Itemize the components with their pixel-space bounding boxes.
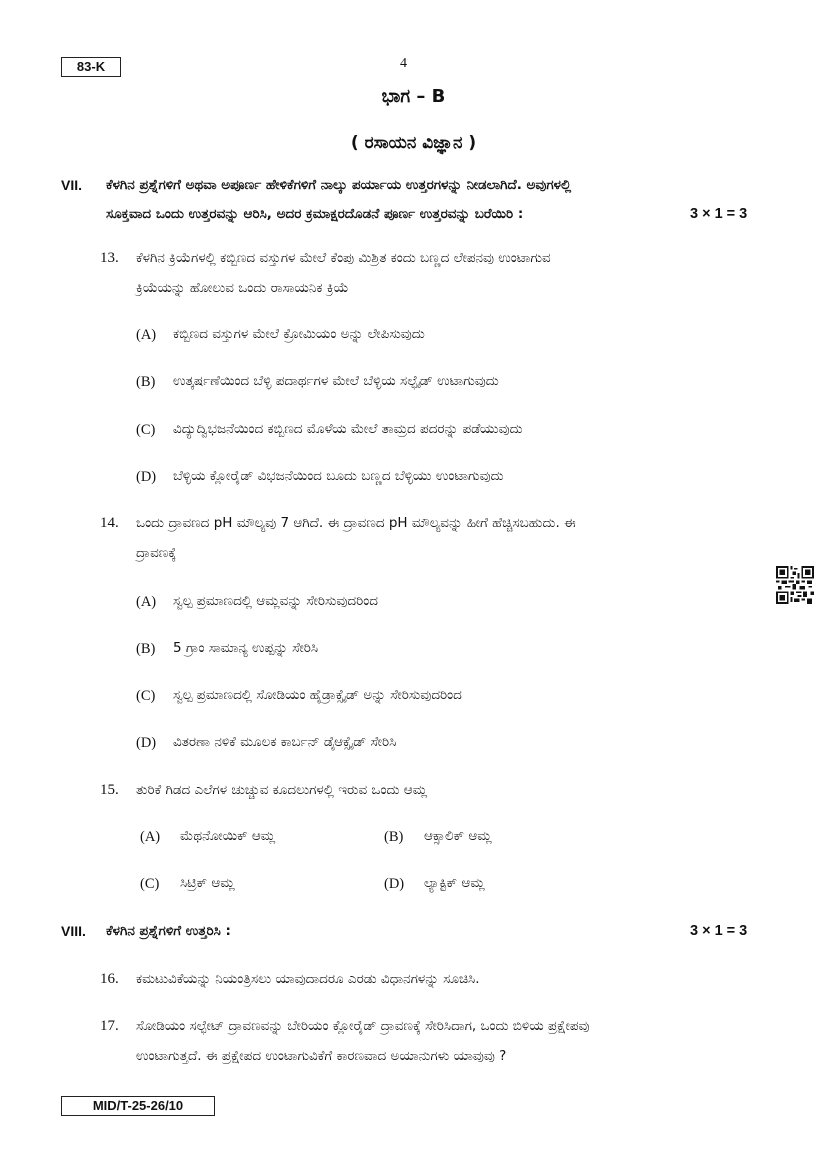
option-text: ಸಿಟ್ರಿಕ್ ಆಮ್ಲ bbox=[180, 875, 235, 891]
option-text: ವಿತರಣಾ ನಳಿಕೆ ಮೂಲಕ ಕಾರ್ಬನ್ ಡೈಆಕ್ಸೈಡ್ ಸೇರಿಸಿ bbox=[173, 734, 397, 750]
page-number: 4 bbox=[400, 56, 407, 71]
option-text: ಸ್ವಲ್ಪ ಪ್ರಮಾಣದಲ್ಲಿ ಸೋಡಿಯಂ ಹೈಡ್ರಾಕ್ಸೈಡ್ ಅನ್ನು ಸೇರಿಸುವುದರಿಂದ bbox=[173, 687, 462, 703]
option-label: (A) bbox=[136, 594, 157, 610]
option-label: (B) bbox=[136, 641, 156, 657]
section-instruction: ಕೆಳಗಿನ ಪ್ರಶ್ನೆಗಳಿಗೆ ಉತ್ತರಿಸಿ : bbox=[106, 923, 231, 939]
option-label: (A) bbox=[140, 829, 161, 845]
option-text: 5 ಗ್ರಾಂ ಸಾಮಾನ್ಯ ಉಪ್ಪನ್ನು ಸೇರಿಸಿ bbox=[173, 640, 319, 656]
section-number: VIII. bbox=[61, 923, 86, 939]
section-marks: 3 × 1 = 3 bbox=[690, 923, 748, 939]
option-text: ಆಕ್ಸಾಲಿಕ್ ಆಮ್ಲ bbox=[424, 828, 492, 844]
footer-code: MID/T-25-26/10 bbox=[61, 1096, 215, 1116]
option-label: (D) bbox=[136, 469, 157, 485]
option-label: (B) bbox=[136, 374, 156, 390]
option-text: ಕಬ್ಬಿಣದ ವಸ್ತುಗಳ ಮೇಲೆ ಕ್ರೋಮಿಯಂ ಅನ್ನು ಲೇಪಿಸುವುದು bbox=[173, 326, 425, 342]
question-text-line1: ಒಂದು ದ್ರಾವಣದ pH ಮೌಲ್ಯವು 7 ಆಗಿದೆ. ಈ ದ್ರಾವಣದ pH ಮೌಲ್ಯವನ್ನು ಹೀಗೆ ಹೆಚ್ಚಿಸಬಹುದು. ಈ bbox=[136, 515, 576, 531]
question-number: 15. bbox=[100, 782, 119, 798]
option-text: ಲ್ಯಾಕ್ಟಿಕ್ ಆಮ್ಲ bbox=[424, 875, 485, 891]
section-instruction-line1: ಕೆಳಗಿನ ಪ್ರಶ್ನೆಗಳಿಗೆ ಅಥವಾ ಅಪೂರ್ಣ ಹೇಳಿಕೆಗಳಿಗೆ ನಾಲ್ಕು ಪರ್ಯಾಯ ಉತ್ತರಗಳನ್ನು ನೀಡಲಾಗಿದೆ. ಅವುಗಳಲ್ಲಿ bbox=[106, 177, 572, 193]
option-text: ಸ್ವಲ್ಪ ಪ್ರಮಾಣದಲ್ಲಿ ಆಮ್ಲವನ್ನು ಸೇರಿಸುವುದರಿಂದ bbox=[173, 593, 378, 609]
question-number: 13. bbox=[100, 250, 119, 266]
subject-title: ( ರಸಾಯನ ವಿಜ್ಞಾನ ) bbox=[350, 133, 477, 153]
qr-code-icon bbox=[776, 566, 814, 604]
question-text-line2: ಕ್ರಿಯೆಯನ್ನು ಹೋಲುವ ಒಂದು ರಾಸಾಯನಿಕ ಕ್ರಿಯೆ bbox=[136, 280, 349, 296]
question-text-line1: ಸೋಡಿಯಂ ಸಲ್ಫೇಟ್ ದ್ರಾವಣವನ್ನು ಬೇರಿಯಂ ಕ್ಲೋರೈಡ್ ದ್ರಾವಣಕ್ಕೆ ಸೇರಿಸಿದಾಗ, ಒಂದು ಬಿಳಿಯ ಪ್ರಕ್ಷೇಪವು bbox=[136, 1018, 590, 1034]
paper-code: 83-K bbox=[61, 57, 121, 77]
section-instruction-line2: ಸೂಕ್ತವಾದ ಒಂದು ಉತ್ತರವನ್ನು ಆರಿಸಿ, ಅದರ ಕ್ರಮಾಕ್ಷರದೊಡನೆ ಪೂರ್ಣ ಉತ್ತರವನ್ನು ಬರೆಯಿರಿ : bbox=[106, 206, 524, 222]
option-label: (D) bbox=[384, 876, 405, 892]
option-label: (A) bbox=[136, 327, 157, 343]
question-text-line1: ಕೆಳಗಿನ ಕ್ರಿಯೆಗಳಲ್ಲಿ ಕಬ್ಬಿಣದ ವಸ್ತುಗಳ ಮೇಲೆ ಕೆಂಪು ಮಿಶ್ರಿತ ಕಂದು ಬಣ್ಣದ ಲೇಪನವು ಉಂಟಾಗುವ bbox=[136, 250, 551, 266]
option-text: ಬೆಳ್ಳಿಯ ಕ್ಲೋರೈಡ್ ವಿಭಜನೆಯಿಂದ ಬೂದು ಬಣ್ಣದ ಬೆಳ್ಳಿಯು ಉಂಟಾಗುವುದು bbox=[173, 468, 504, 484]
question-number: 17. bbox=[100, 1018, 119, 1034]
question-text: ತುರಿಕೆ ಗಿಡದ ಎಲೆಗಳ ಚುಚ್ಚುವ ಕೂದಲುಗಳಲ್ಲಿ ಇರುವ ಒಂದು ಆಮ್ಲ bbox=[136, 782, 428, 798]
section-number: VII. bbox=[61, 177, 83, 193]
section-marks: 3 × 1 = 3 bbox=[690, 206, 748, 222]
option-text: ವಿದ್ಯುದ್ವಿಭಜನೆಯಿಂದ ಕಬ್ಬಿಣದ ಮೊಳೆಯ ಮೇಲೆ ತಾಮ್ರದ ಪದರನ್ನು ಪಡೆಯುವುದು bbox=[173, 421, 523, 437]
option-text: ಉತ್ಕರ್ಷಣೆಯಿಂದ ಬೆಳ್ಳಿ ಪದಾರ್ಥಗಳ ಮೇಲೆ ಬೆಳ್ಳಿಯ ಸಲ್ಫೈಡ್ ಉಟಾಗುವುದು bbox=[173, 373, 499, 389]
option-label: (B) bbox=[384, 829, 404, 845]
option-text: ಮೆಥನೋಯಿಕ್ ಆಮ್ಲ bbox=[180, 828, 276, 844]
option-label: (D) bbox=[136, 735, 157, 751]
question-text-line2: ದ್ರಾವಣಕ್ಕೆ bbox=[136, 545, 177, 561]
option-label: (C) bbox=[136, 688, 156, 704]
option-label: (C) bbox=[136, 422, 156, 438]
option-label: (C) bbox=[140, 876, 160, 892]
question-number: 14. bbox=[100, 515, 119, 531]
question-text-line2: ಉಂಟಾಗುತ್ತದೆ. ಈ ಪ್ರಕ್ಷೇಪದ ಉಂಟಾಗುವಿಕೆಗೆ ಕಾರಣವಾದ ಅಯಾನುಗಳು ಯಾವುವು ? bbox=[136, 1048, 507, 1064]
part-title: ಭಾಗ – B bbox=[381, 86, 446, 107]
question-number: 16. bbox=[100, 971, 119, 987]
question-text: ಕಮಟುವಿಕೆಯನ್ನು ನಿಯಂತ್ರಿಸಲು ಯಾವುದಾದರೂ ಎರಡು ವಿಧಾನಗಳನ್ನು ಸೂಚಿಸಿ. bbox=[136, 971, 480, 987]
